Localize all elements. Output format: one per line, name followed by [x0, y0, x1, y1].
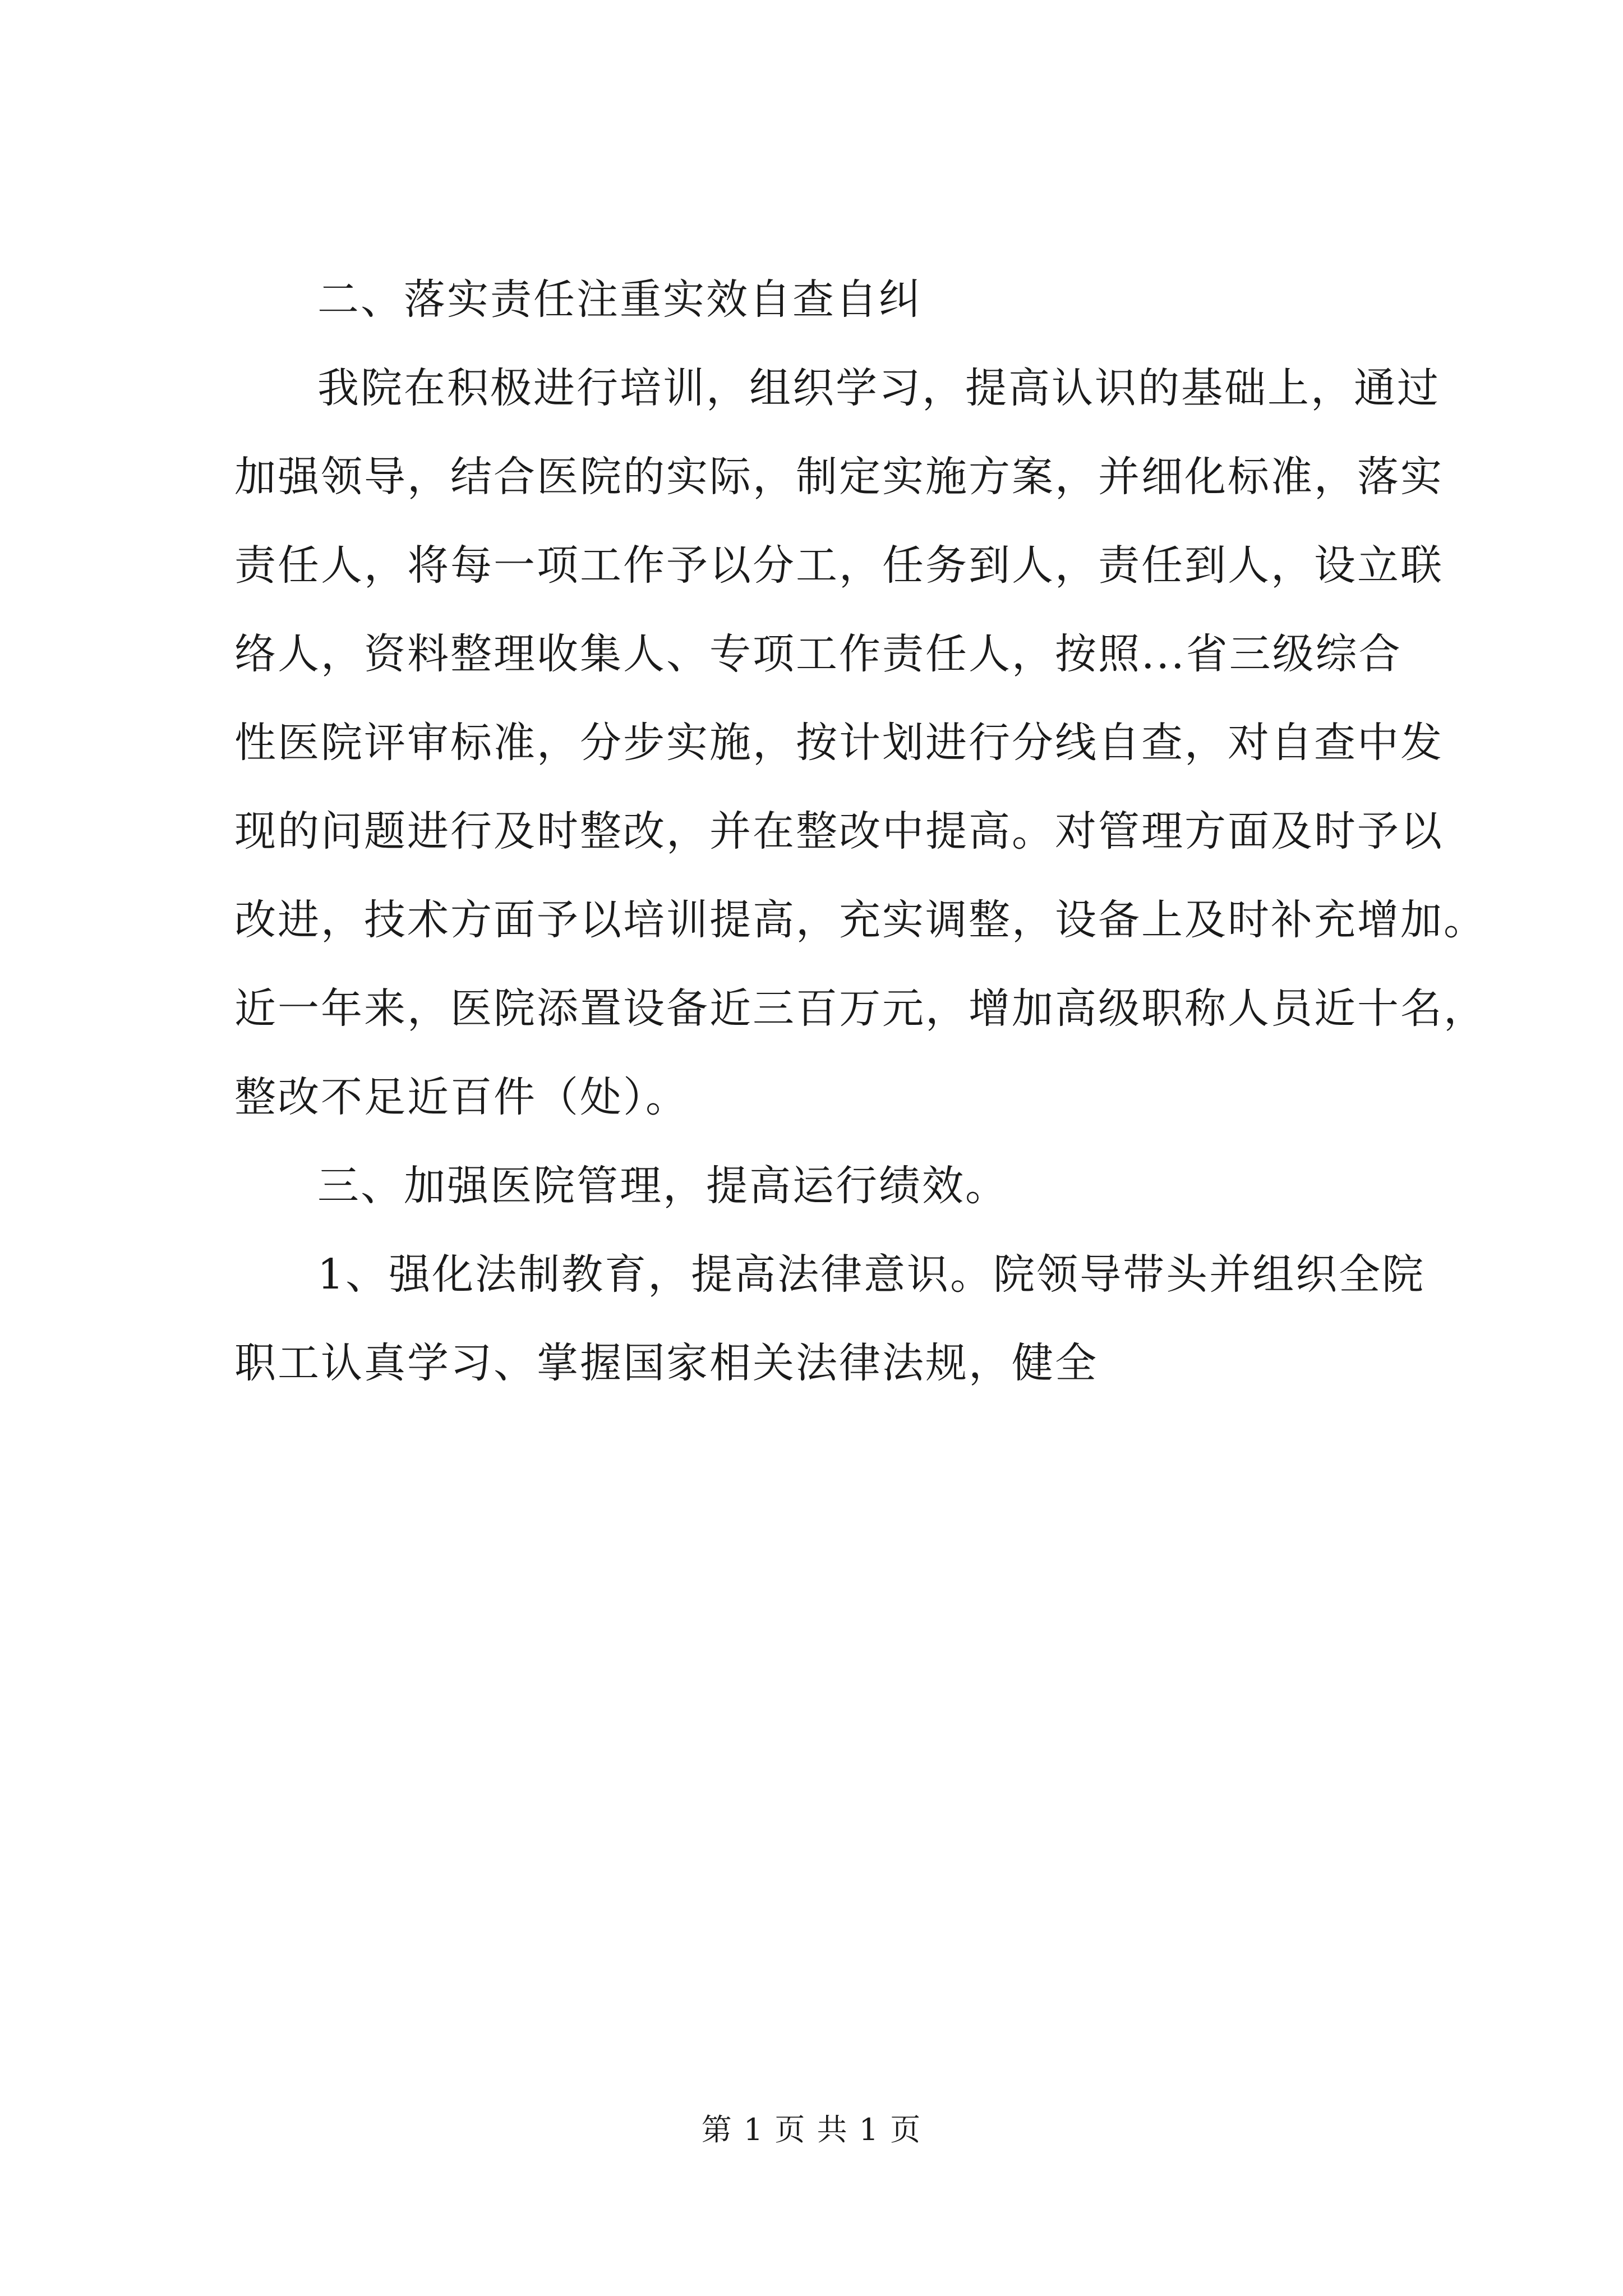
paragraph-line: 加强领导，结合医院的实际，制定实施方案，并细化标准，落实 [234, 453, 1444, 501]
document-body [234, 255, 1487, 1407]
paragraph-line: 性医院评审标准，分步实施，按计划进行分线自查，对自查中发 [234, 719, 1444, 767]
paragraph-line: 职工认真学习、掌握国家相关法律法规，健全 [234, 1339, 1098, 1387]
paragraph-line: 络人，资料整理收集人、专项工作责任人，按照...省三级综合 [234, 630, 1402, 678]
paragraph-line: 改进，技术方面予以培训提高，充实调整，设备上及时补充增加。 [234, 896, 1487, 944]
paragraph-2 [234, 1230, 1429, 1407]
paragraph-line: 1、强化法制教育，提高法律意识。院领导带头并组织全院 [317, 1250, 1426, 1299]
section-heading-2: 二、落实责任注重实效自查自纠 [317, 275, 922, 324]
section-heading-3: 三、加强医院管理，提高运行绩效。 [317, 1162, 1008, 1210]
paragraph-line: 我院在积极进行培训，组织学习，提高认识的基础上，通过 [317, 364, 1440, 412]
paragraph-1 [234, 344, 1487, 1142]
paragraph-line: 整改不足近百件（处）。 [234, 1073, 689, 1121]
paragraph-line: 近一年来，医院添置设备近三百万元，增加高级职称人员近十名， [234, 984, 1487, 1033]
page-number-footer: 第 1 页 共 1 页 [701, 2112, 922, 2147]
paragraph-line: 现的问题进行及时整改，并在整改中提高。对管理方面及时予以 [234, 807, 1444, 855]
paragraph-line: 责任人，将每一项工作予以分工，任务到人，责任到人，设立联 [234, 541, 1444, 590]
